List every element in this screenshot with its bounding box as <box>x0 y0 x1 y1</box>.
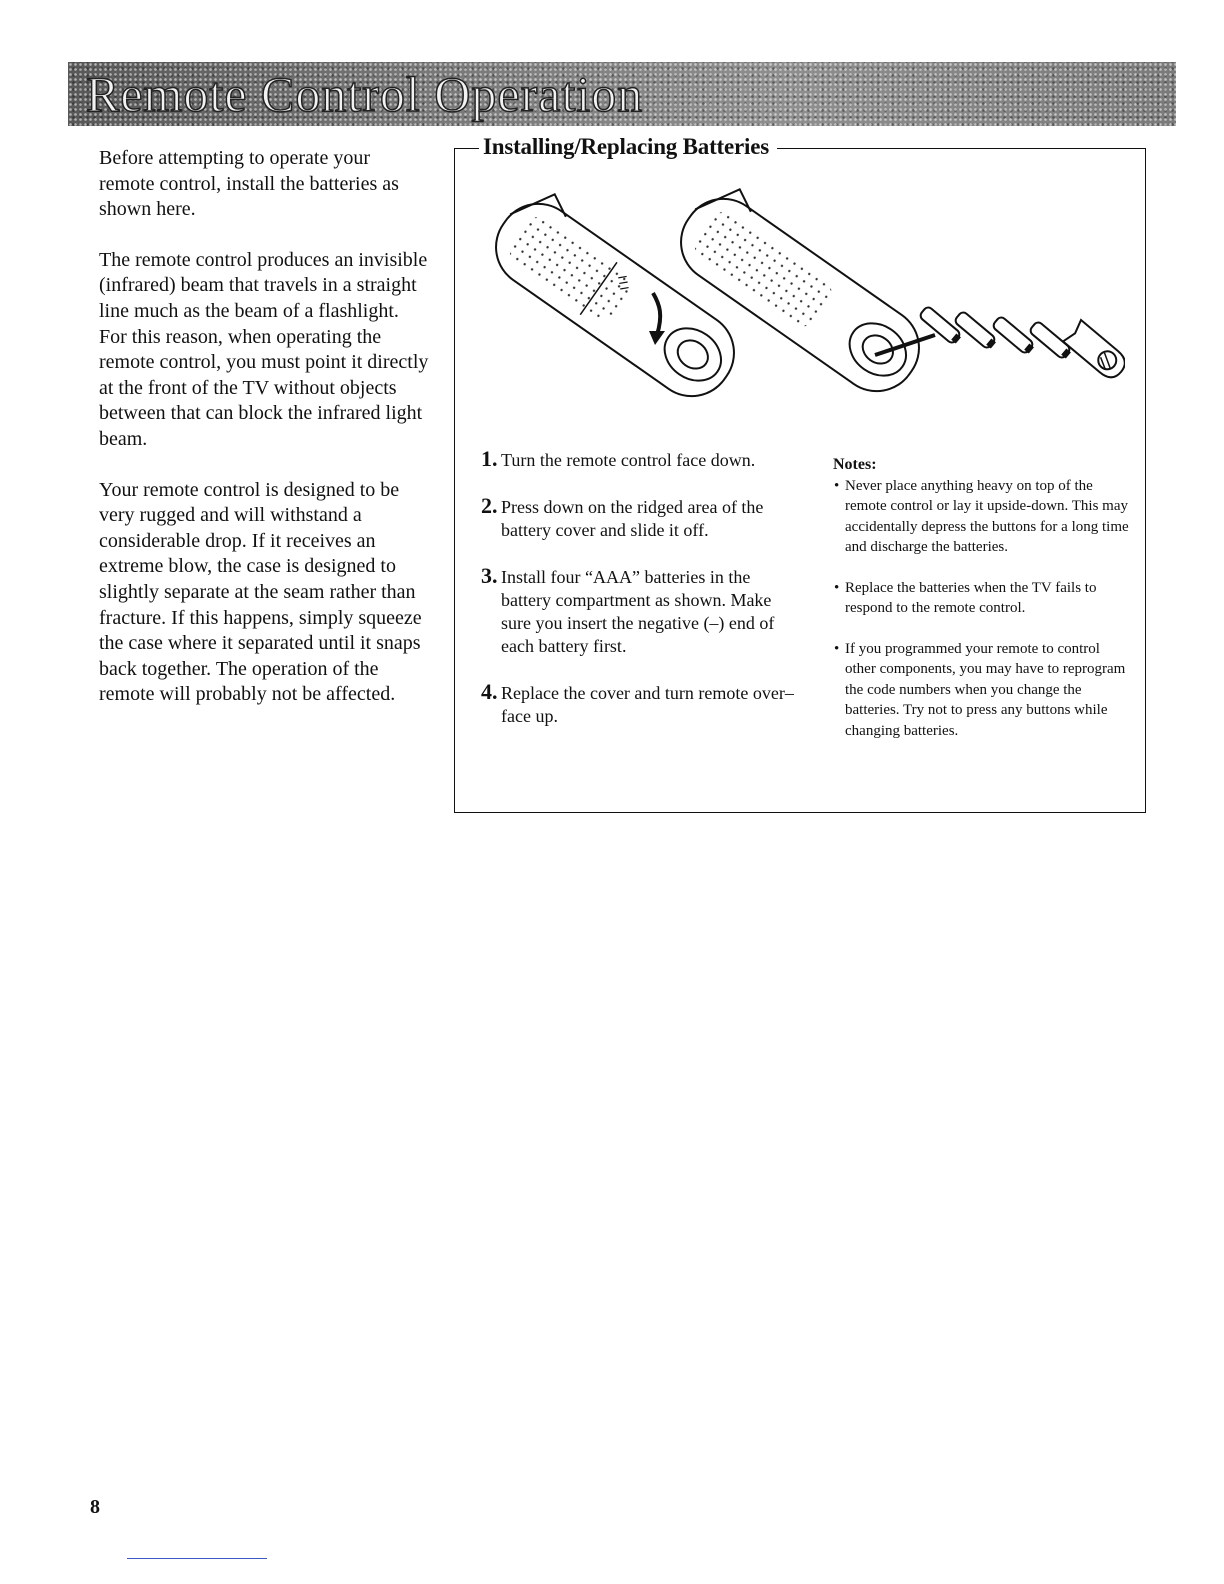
step-number: 2. <box>481 493 498 518</box>
step-item <box>481 493 801 542</box>
section-banner <box>68 62 1176 126</box>
page-number: 8 <box>90 1496 100 1518</box>
page-title: Remote Control Operation <box>86 66 644 122</box>
note-item: • Replace the batteries when the TV fails to respond to the remote control. <box>833 578 1133 619</box>
step-text: Install four “AAA” batteries in the battery compartment as shown. Make sure you insert the negative (–) end of each battery first. <box>501 567 775 656</box>
battery-icon <box>992 315 1036 355</box>
battery-instructions-box <box>454 134 1146 813</box>
battery-installation-illustration <box>485 185 1125 435</box>
step-item <box>481 679 801 728</box>
intro-column <box>99 146 429 733</box>
step-item <box>481 563 801 658</box>
battery-section-title: Installing/Replacing Batteries <box>479 133 777 161</box>
notes-heading: Notes: <box>833 456 877 473</box>
battery-icon <box>954 310 998 350</box>
footer-divider <box>127 1558 267 1559</box>
steps-list <box>481 446 801 752</box>
intro-paragraph: Your remote control is designed to be very rugged and will withstand a considerable drop. If it receives an extreme blow, the case is designed to slightly separate at the seam rather than fracture. If this happens, simply squeeze the case where it separated until it snaps back together. The operation of the remote will probably not be affected. <box>99 478 422 706</box>
note-item: • If you programmed your remote to control other components, you may have to reprogram the code numbers when you change the batteries. Try not to press any buttons while changing batteries. <box>833 639 1133 742</box>
step-number: 3. <box>481 563 498 588</box>
intro-paragraph: Before attempting to operate your remote control, install the batteries as shown here. <box>99 147 399 221</box>
notes-section <box>833 455 1133 761</box>
note-item: • Never place anything heavy on top of the remote control or lay it upside-down. This may accidentally depress the buttons for a long time and discharge the batteries. <box>833 476 1133 558</box>
step-number: 4. <box>481 679 498 704</box>
step-text: Replace the cover and turn remote over–face up. <box>501 683 794 726</box>
step-item <box>481 446 801 472</box>
step-text: Press down on the ridged area of the battery cover and slide it off. <box>501 497 764 540</box>
step-text: Turn the remote control face down. <box>501 450 756 470</box>
battery-cover-icon <box>1063 320 1125 383</box>
intro-paragraph: The remote control produces an invisible (infrared) beam that travels in a straight line much as the beam of a flashlight. For this reason, when operating the remote control, you must point it directly at the front of the TV without objects between that can block the infrared light beam. <box>99 248 429 450</box>
step-number: 1. <box>481 446 498 471</box>
